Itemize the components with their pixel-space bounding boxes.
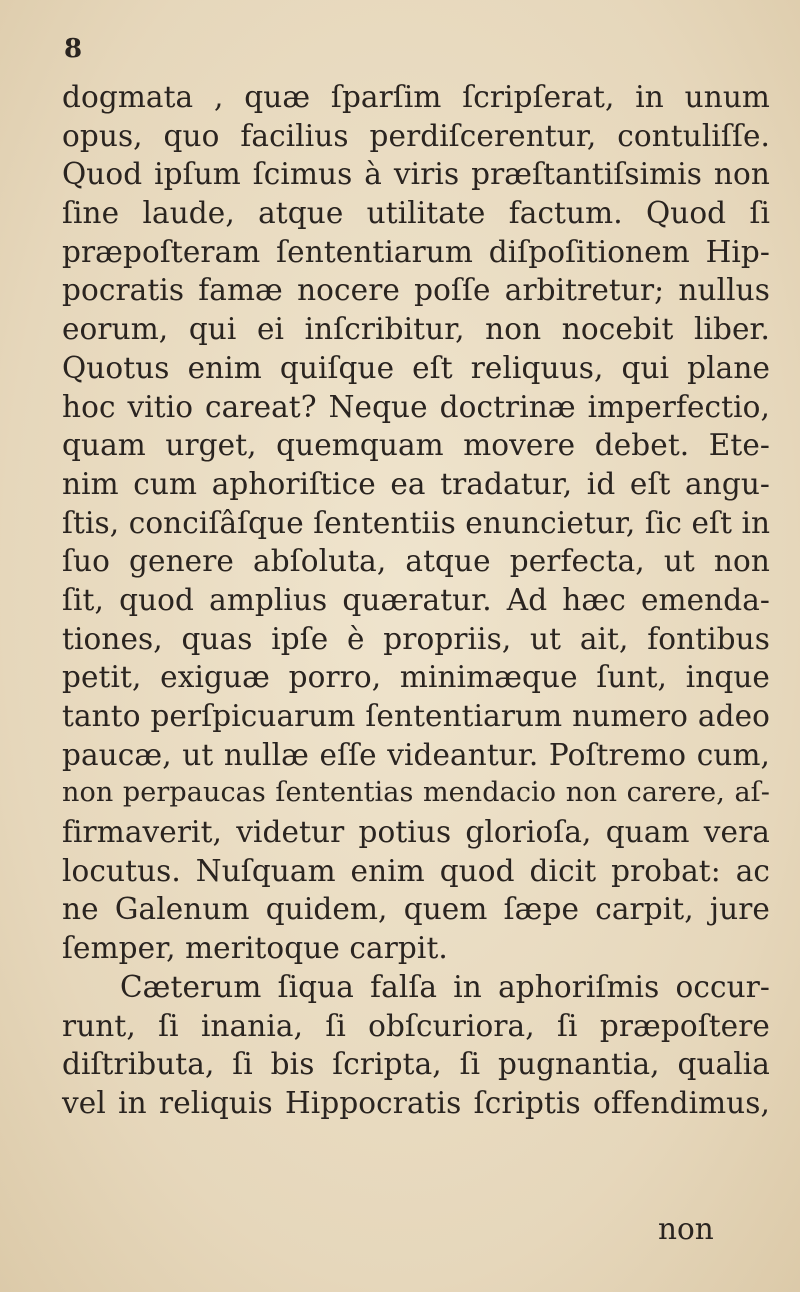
text-line: nim cum aphoriſtice ea tradatur, id eſt angu- (62, 466, 770, 501)
text-line: ſuo genere abſoluta, atque perfecta, ut non (62, 544, 770, 579)
text-line: runt, ſi inania, ſi obſcuriora, ſi præpoſtere (62, 1008, 770, 1043)
text-line: ſine laude, atque utilitate factum. Quod ſi (62, 196, 770, 231)
text-line: firmaverit, videtur potius glorioſa, quam vera (62, 815, 770, 850)
catchword: non (658, 1212, 714, 1246)
text-line: non perpaucas ſententias mendacio non carere, aſ- (62, 777, 770, 809)
text-line: Cæterum ſiqua falſa in aphoriſmis occur- (120, 969, 770, 1004)
page-number: 8 (64, 34, 83, 64)
text-line: tiones, quas ipſe è propriis, ut ait, fontibus (62, 621, 770, 656)
body-text (62, 78, 770, 1123)
text-line: præpoſteram ſententiarum diſpoſitionem Hip- (62, 234, 770, 269)
text-line: ſtis, conciſâſque ſententiis enuncietur, ſic eſt in (62, 505, 771, 540)
text-line: tanto perſpicuarum ſententiarum numero adeo (62, 699, 770, 733)
text-line: pocratis famæ nocere poſſe arbitretur; nullus (62, 273, 770, 308)
text-line: ne Galenum quidem, quem ſæpe carpit, jure (62, 892, 770, 927)
text-line: eorum, qui ei inſcribitur, non nocebit liber. (62, 312, 770, 347)
text-line: opus, quo facilius perdiſcerentur, contuliſſe. (62, 118, 770, 153)
text-line: locutus. Nuſquam enim quod dicit probat: ac (62, 853, 770, 888)
text-line: vel in reliquis Hippocratis ſcriptis offendimus, (62, 1085, 770, 1120)
text-line: ſit, quod amplius quæratur. Ad hæc emenda- (62, 582, 770, 617)
text-line: quam urget, quemquam movere debet. Ete- (62, 428, 770, 463)
text-line: petit, exiguæ porro, minimæque ſunt, inque (62, 660, 770, 695)
text-line: ſemper, meritoque carpit. (62, 931, 448, 966)
text-line: Quod ipſum ſcimus à viris præſtantiſsimis non (62, 157, 770, 192)
text-line: dogmata , quæ ſparſim ſcripſerat, in unum (62, 80, 770, 114)
text-line: paucæ, ut nullæ eſſe videantur. Poſtremo cum, (62, 737, 770, 772)
text-line: Quotus enim quiſque eſt reliquus, qui plane (62, 350, 770, 385)
text-line: diſtributa, ſi bis ſcripta, ſi pugnantia, qualia (62, 1047, 770, 1082)
text-line: hoc vitio careat? Neque doctrinæ imperfectio, (62, 389, 770, 424)
